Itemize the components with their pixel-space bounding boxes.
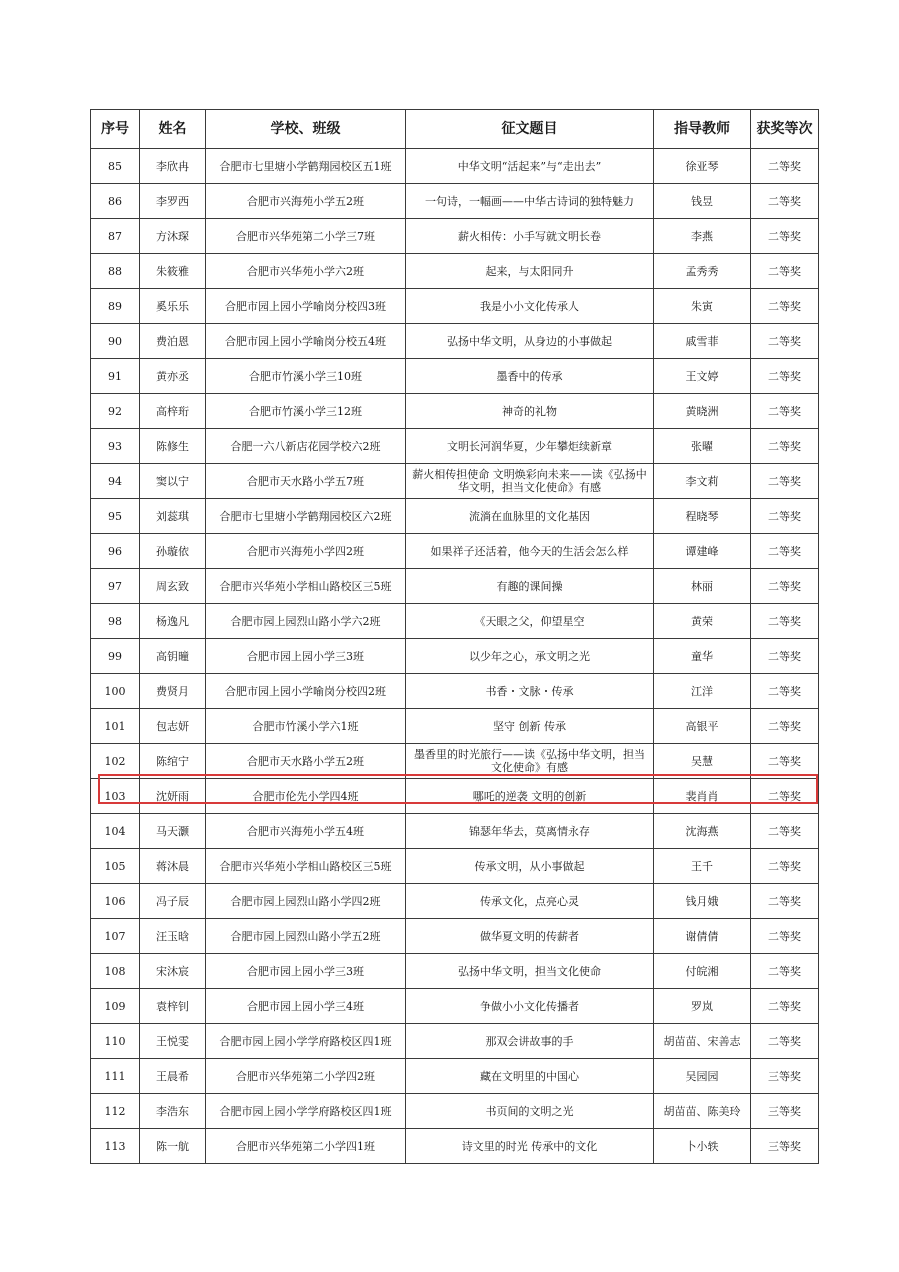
cell-award-level: 二等奖 bbox=[751, 499, 819, 534]
cell-serial-no: 100 bbox=[91, 674, 140, 709]
cell-school-class: 合肥市园上园小学三3班 bbox=[206, 639, 406, 674]
cell-award-level: 二等奖 bbox=[751, 954, 819, 989]
cell-school-class: 合肥市兴海苑小学五2班 bbox=[206, 184, 406, 219]
cell-school-class: 合肥市园上园小学三4班 bbox=[206, 989, 406, 1024]
cell-school-class: 合肥市园上园小学喻岗分校四2班 bbox=[206, 674, 406, 709]
cell-teacher: 钱昱 bbox=[654, 184, 751, 219]
table-row bbox=[91, 709, 819, 744]
cell-teacher: 童华 bbox=[654, 639, 751, 674]
cell-award-level: 二等奖 bbox=[751, 849, 819, 884]
cell-award-level: 二等奖 bbox=[751, 814, 819, 849]
table-row bbox=[91, 884, 819, 919]
table-row bbox=[91, 254, 819, 289]
cell-school-class: 合肥市七里塘小学鹤翔园校区六2班 bbox=[206, 499, 406, 534]
cell-award-level: 二等奖 bbox=[751, 429, 819, 464]
cell-school-class: 合肥市园上园烈山路小学五2班 bbox=[206, 919, 406, 954]
cell-essay-title: 流淌在血脉里的文化基因 bbox=[406, 499, 654, 534]
header-award-level: 获奖等次 bbox=[751, 110, 819, 149]
cell-serial-no: 92 bbox=[91, 394, 140, 429]
cell-essay-title: 锦瑟年华去，莫离情永存 bbox=[406, 814, 654, 849]
cell-teacher: 戚雪菲 bbox=[654, 324, 751, 359]
cell-teacher: 黄晓洲 bbox=[654, 394, 751, 429]
cell-school-class: 合肥市天水路小学五7班 bbox=[206, 464, 406, 499]
cell-serial-no: 93 bbox=[91, 429, 140, 464]
cell-teacher: 朱寅 bbox=[654, 289, 751, 324]
table-row bbox=[91, 324, 819, 359]
cell-serial-no: 87 bbox=[91, 219, 140, 254]
table-row bbox=[91, 849, 819, 884]
table-row bbox=[91, 1059, 819, 1094]
cell-serial-no: 109 bbox=[91, 989, 140, 1024]
cell-school-class: 合肥市园上园烈山路小学四2班 bbox=[206, 884, 406, 919]
cell-essay-title: 起来，与太阳同升 bbox=[406, 254, 654, 289]
cell-name: 冯子辰 bbox=[140, 884, 206, 919]
table-row bbox=[91, 989, 819, 1024]
cell-school-class: 合肥市竹溪小学三10班 bbox=[206, 359, 406, 394]
cell-name: 朱筱雅 bbox=[140, 254, 206, 289]
cell-teacher: 卜小轶 bbox=[654, 1129, 751, 1164]
cell-name: 陈一航 bbox=[140, 1129, 206, 1164]
cell-serial-no: 86 bbox=[91, 184, 140, 219]
cell-essay-title: 传承文化，点亮心灵 bbox=[406, 884, 654, 919]
table-row bbox=[91, 429, 819, 464]
cell-school-class: 合肥市兴华苑小学六2班 bbox=[206, 254, 406, 289]
cell-name: 奚乐乐 bbox=[140, 289, 206, 324]
cell-name: 孙璇依 bbox=[140, 534, 206, 569]
cell-award-level: 二等奖 bbox=[751, 569, 819, 604]
cell-name: 袁梓钊 bbox=[140, 989, 206, 1024]
cell-teacher: 付皖湘 bbox=[654, 954, 751, 989]
cell-teacher: 谢倩倩 bbox=[654, 919, 751, 954]
cell-essay-title: 以少年之心，承文明之光 bbox=[406, 639, 654, 674]
cell-school-class: 合肥市园上园小学学府路校区四1班 bbox=[206, 1024, 406, 1059]
cell-award-level: 二等奖 bbox=[751, 989, 819, 1024]
cell-essay-title: 藏在文明里的中国心 bbox=[406, 1059, 654, 1094]
cell-award-level: 二等奖 bbox=[751, 254, 819, 289]
cell-serial-no: 85 bbox=[91, 149, 140, 184]
cell-award-level: 三等奖 bbox=[751, 1059, 819, 1094]
cell-name: 王晨希 bbox=[140, 1059, 206, 1094]
cell-name: 周玄致 bbox=[140, 569, 206, 604]
cell-serial-no: 112 bbox=[91, 1094, 140, 1129]
cell-essay-title: 弘扬中华文明，从身边的小事做起 bbox=[406, 324, 654, 359]
cell-serial-no: 88 bbox=[91, 254, 140, 289]
cell-name: 高梓珩 bbox=[140, 394, 206, 429]
table-row bbox=[91, 219, 819, 254]
cell-name: 汪玉晗 bbox=[140, 919, 206, 954]
cell-school-class: 合肥市伦先小学四4班 bbox=[206, 779, 406, 814]
cell-award-level: 二等奖 bbox=[751, 534, 819, 569]
cell-award-level: 二等奖 bbox=[751, 219, 819, 254]
cell-name: 窦以宁 bbox=[140, 464, 206, 499]
table-row bbox=[91, 359, 819, 394]
cell-school-class: 合肥市兴华苑小学相山路校区三5班 bbox=[206, 569, 406, 604]
cell-teacher: 吴慧 bbox=[654, 744, 751, 779]
table-row bbox=[91, 1024, 819, 1059]
cell-essay-title: 书香・文脉・传承 bbox=[406, 674, 654, 709]
cell-school-class: 合肥一六八新店花园学校六2班 bbox=[206, 429, 406, 464]
cell-teacher: 谭建峰 bbox=[654, 534, 751, 569]
cell-serial-no: 107 bbox=[91, 919, 140, 954]
cell-name: 包志妍 bbox=[140, 709, 206, 744]
table-row bbox=[91, 1094, 819, 1129]
table-row bbox=[91, 1129, 819, 1164]
cell-serial-no: 110 bbox=[91, 1024, 140, 1059]
award-list-sheet bbox=[90, 109, 818, 1164]
cell-teacher: 沈海燕 bbox=[654, 814, 751, 849]
cell-essay-title: 有趣的课间操 bbox=[406, 569, 654, 604]
cell-name: 李浩东 bbox=[140, 1094, 206, 1129]
cell-award-level: 二等奖 bbox=[751, 464, 819, 499]
cell-award-level: 三等奖 bbox=[751, 1094, 819, 1129]
cell-essay-title: 那双会讲故事的手 bbox=[406, 1024, 654, 1059]
table-row bbox=[91, 184, 819, 219]
cell-teacher: 王文婷 bbox=[654, 359, 751, 394]
table-row bbox=[91, 779, 819, 814]
cell-award-level: 二等奖 bbox=[751, 289, 819, 324]
cell-teacher: 罗岚 bbox=[654, 989, 751, 1024]
cell-award-level: 二等奖 bbox=[751, 639, 819, 674]
table-row bbox=[91, 604, 819, 639]
cell-name: 刘蕊琪 bbox=[140, 499, 206, 534]
cell-essay-title: 中华文明“活起来”与“走出去” bbox=[406, 149, 654, 184]
cell-name: 高钥曈 bbox=[140, 639, 206, 674]
cell-serial-no: 111 bbox=[91, 1059, 140, 1094]
cell-teacher: 孟秀秀 bbox=[654, 254, 751, 289]
cell-serial-no: 106 bbox=[91, 884, 140, 919]
cell-school-class: 合肥市兴华苑第二小学三7班 bbox=[206, 219, 406, 254]
cell-name: 蒋沐晨 bbox=[140, 849, 206, 884]
cell-teacher: 胡苗苗、宋善志 bbox=[654, 1024, 751, 1059]
cell-teacher: 林丽 bbox=[654, 569, 751, 604]
cell-school-class: 合肥市园上园小学喻岗分校五4班 bbox=[206, 324, 406, 359]
table-row bbox=[91, 569, 819, 604]
header-name: 姓名 bbox=[140, 110, 206, 149]
cell-serial-no: 89 bbox=[91, 289, 140, 324]
cell-serial-no: 103 bbox=[91, 779, 140, 814]
cell-school-class: 合肥市园上园小学学府路校区四1班 bbox=[206, 1094, 406, 1129]
cell-teacher: 吴园园 bbox=[654, 1059, 751, 1094]
award-table bbox=[90, 109, 819, 1164]
cell-essay-title: 诗文里的时光 传承中的文化 bbox=[406, 1129, 654, 1164]
cell-essay-title: 《天眼之父，仰望星空 bbox=[406, 604, 654, 639]
table-row bbox=[91, 919, 819, 954]
cell-name: 方沐琛 bbox=[140, 219, 206, 254]
cell-teacher: 胡苗苗、陈美玲 bbox=[654, 1094, 751, 1129]
cell-name: 李欣冉 bbox=[140, 149, 206, 184]
cell-teacher: 黄荣 bbox=[654, 604, 751, 639]
cell-award-level: 二等奖 bbox=[751, 604, 819, 639]
cell-serial-no: 97 bbox=[91, 569, 140, 604]
table-row bbox=[91, 499, 819, 534]
cell-essay-title: 做华夏文明的传薪者 bbox=[406, 919, 654, 954]
cell-award-level: 二等奖 bbox=[751, 674, 819, 709]
cell-award-level: 三等奖 bbox=[751, 1129, 819, 1164]
cell-name: 沈妍雨 bbox=[140, 779, 206, 814]
cell-name: 李罗西 bbox=[140, 184, 206, 219]
cell-essay-title: 争做小小文化传播者 bbox=[406, 989, 654, 1024]
cell-school-class: 合肥市兴华苑第二小学四1班 bbox=[206, 1129, 406, 1164]
cell-award-level: 二等奖 bbox=[751, 919, 819, 954]
table-row bbox=[91, 674, 819, 709]
table-row bbox=[91, 814, 819, 849]
cell-school-class: 合肥市兴海苑小学四2班 bbox=[206, 534, 406, 569]
cell-school-class: 合肥市竹溪小学六1班 bbox=[206, 709, 406, 744]
cell-name: 陈绾宁 bbox=[140, 744, 206, 779]
table-row bbox=[91, 289, 819, 324]
cell-school-class: 合肥市园上园小学喻岗分校四3班 bbox=[206, 289, 406, 324]
cell-teacher: 钱月娥 bbox=[654, 884, 751, 919]
cell-essay-title: 薪火相传：小手写就文明长卷 bbox=[406, 219, 654, 254]
table-row bbox=[91, 954, 819, 989]
cell-teacher: 江洋 bbox=[654, 674, 751, 709]
cell-school-class: 合肥市园上园小学三3班 bbox=[206, 954, 406, 989]
cell-award-level: 二等奖 bbox=[751, 744, 819, 779]
cell-teacher: 裴肖肖 bbox=[654, 779, 751, 814]
header-serial-no: 序号 bbox=[91, 110, 140, 149]
cell-serial-no: 99 bbox=[91, 639, 140, 674]
table-row bbox=[91, 394, 819, 429]
cell-serial-no: 101 bbox=[91, 709, 140, 744]
table-row bbox=[91, 639, 819, 674]
cell-name: 宋沐宸 bbox=[140, 954, 206, 989]
cell-serial-no: 105 bbox=[91, 849, 140, 884]
cell-award-level: 二等奖 bbox=[751, 1024, 819, 1059]
cell-school-class: 合肥市兴海苑小学五4班 bbox=[206, 814, 406, 849]
cell-school-class: 合肥市园上园烈山路小学六2班 bbox=[206, 604, 406, 639]
cell-name: 马天灏 bbox=[140, 814, 206, 849]
cell-essay-title: 神奇的礼物 bbox=[406, 394, 654, 429]
cell-award-level: 二等奖 bbox=[751, 149, 819, 184]
header-essay-title: 征文题目 bbox=[406, 110, 654, 149]
cell-essay-title: 我是小小文化传承人 bbox=[406, 289, 654, 324]
header-school-class: 学校、班级 bbox=[206, 110, 406, 149]
cell-essay-title: 墨香中的传承 bbox=[406, 359, 654, 394]
cell-teacher: 李文莉 bbox=[654, 464, 751, 499]
cell-essay-title: 弘扬中华文明，担当文化使命 bbox=[406, 954, 654, 989]
cell-school-class: 合肥市天水路小学五2班 bbox=[206, 744, 406, 779]
cell-school-class: 合肥市七里塘小学鹤翔园校区五1班 bbox=[206, 149, 406, 184]
cell-award-level: 二等奖 bbox=[751, 779, 819, 814]
table-row bbox=[91, 744, 819, 779]
table-header-row bbox=[91, 110, 819, 149]
cell-serial-no: 90 bbox=[91, 324, 140, 359]
cell-teacher: 张曜 bbox=[654, 429, 751, 464]
cell-school-class: 合肥市兴华苑第二小学四2班 bbox=[206, 1059, 406, 1094]
table-row bbox=[91, 464, 819, 499]
cell-name: 黄亦丞 bbox=[140, 359, 206, 394]
cell-award-level: 二等奖 bbox=[751, 359, 819, 394]
cell-school-class: 合肥市竹溪小学三12班 bbox=[206, 394, 406, 429]
table-body bbox=[91, 149, 819, 1164]
cell-award-level: 二等奖 bbox=[751, 324, 819, 359]
cell-name: 费泊恩 bbox=[140, 324, 206, 359]
cell-teacher: 高银平 bbox=[654, 709, 751, 744]
cell-award-level: 二等奖 bbox=[751, 884, 819, 919]
cell-essay-title: 书页间的文明之光 bbox=[406, 1094, 654, 1129]
cell-essay-title: 如果祥子还活着，他今天的生活会怎么样 bbox=[406, 534, 654, 569]
cell-teacher: 程晓琴 bbox=[654, 499, 751, 534]
cell-essay-title: 坚守 创新 传承 bbox=[406, 709, 654, 744]
cell-name: 杨逸凡 bbox=[140, 604, 206, 639]
table-row bbox=[91, 534, 819, 569]
cell-serial-no: 96 bbox=[91, 534, 140, 569]
cell-serial-no: 102 bbox=[91, 744, 140, 779]
cell-essay-title: 薪火相传担使命 文明焕彩向未来——读《弘扬中华文明，担当文化使命》有感 bbox=[406, 464, 654, 499]
cell-teacher: 李燕 bbox=[654, 219, 751, 254]
header-teacher: 指导教师 bbox=[654, 110, 751, 149]
cell-award-level: 二等奖 bbox=[751, 184, 819, 219]
table-row bbox=[91, 149, 819, 184]
cell-award-level: 二等奖 bbox=[751, 709, 819, 744]
cell-serial-no: 113 bbox=[91, 1129, 140, 1164]
cell-name: 费贤月 bbox=[140, 674, 206, 709]
cell-serial-no: 108 bbox=[91, 954, 140, 989]
cell-essay-title: 文明长河润华夏，少年攀炬续新章 bbox=[406, 429, 654, 464]
cell-essay-title: 墨香里的时光旅行——读《弘扬中华文明，担当文化使命》有感 bbox=[406, 744, 654, 779]
cell-name: 陈修生 bbox=[140, 429, 206, 464]
cell-serial-no: 95 bbox=[91, 499, 140, 534]
cell-school-class: 合肥市兴华苑小学相山路校区三5班 bbox=[206, 849, 406, 884]
cell-serial-no: 104 bbox=[91, 814, 140, 849]
cell-name: 王悦雯 bbox=[140, 1024, 206, 1059]
cell-teacher: 徐亚琴 bbox=[654, 149, 751, 184]
cell-essay-title: 传承文明，从小事做起 bbox=[406, 849, 654, 884]
cell-serial-no: 91 bbox=[91, 359, 140, 394]
cell-award-level: 二等奖 bbox=[751, 394, 819, 429]
cell-serial-no: 94 bbox=[91, 464, 140, 499]
cell-essay-title: 哪吒的逆袭 文明的创新 bbox=[406, 779, 654, 814]
cell-essay-title: 一句诗，一幅画——中华古诗词的独特魅力 bbox=[406, 184, 654, 219]
cell-serial-no: 98 bbox=[91, 604, 140, 639]
cell-teacher: 王千 bbox=[654, 849, 751, 884]
